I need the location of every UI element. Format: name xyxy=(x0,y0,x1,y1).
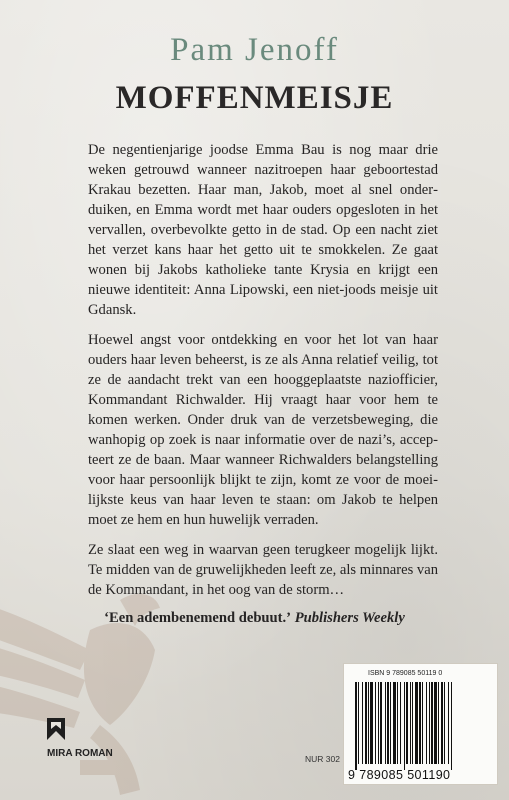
barcode-bar xyxy=(368,682,369,764)
barcode-bar xyxy=(441,682,443,764)
barcode-bar xyxy=(419,682,421,764)
book-title: MOFFENMEISJE xyxy=(115,80,394,116)
barcode-bar xyxy=(415,682,418,764)
barcode-bar xyxy=(444,682,445,764)
synopsis-paragraph-1: De negentienjarige joodse Emma Bau is nog maar drie weken getrouwd wanneer nazitroepen haar geboortestad Krakau bezetten. Haar man, Jakob, moet al snel onderduiken, en Emma wordt met haar ouders opgesloten in het vervallen, overbevolkte getto in de stad. Op een nacht ziet het verzet kans haar het getto uit te smokkelen. Ze gaat wonen bij Jakobs katholieke tante Krysia en krijgt een nieuwe identiteit: Anna Lipowski, een niet-joods meisje uit Gdansk. xyxy=(88,142,438,318)
barcode-icon xyxy=(354,682,487,770)
quote-source: Publishers Weekly xyxy=(294,610,405,626)
barcode-digits: 9 789085 501190 xyxy=(348,768,451,782)
synopsis-paragraph-2: Hoewel angst voor ontdekking en voor het lot van haar ouders haar leven beheerst, is ze als Anna relatief veilig, tot ze de aandacht trekt van een hooggeplaatste naziofficier, Kommandant Richwalder. Hij vraagt haar voor hem te komen werken. Onder druk van de verzetsbeweging, die wanhopig op zoek is naar informatie over de nazi’s, accepteert ze de baan. Maar wanneer Richwalders belangstelling voor haar persoonlijk blijkt te zijn, komt ze voor de moeilijkste keus van haar leven te staan: om Jakob te helpen moet ze hem en hun huwelijk verraden. xyxy=(88,332,438,528)
barcode-bar xyxy=(355,682,357,770)
barcode-bar xyxy=(422,682,423,764)
barcode-bar xyxy=(378,682,379,764)
barcode-bar xyxy=(390,682,391,764)
author-name: Pam Jenoff xyxy=(170,32,339,68)
barcode-bar xyxy=(426,682,427,764)
barcode-bar xyxy=(393,682,396,764)
barcode-bar xyxy=(370,682,373,764)
review-quote xyxy=(0,608,509,628)
barcode-sticker xyxy=(343,663,498,785)
barcode-bar xyxy=(358,682,359,764)
barcode-bar xyxy=(410,682,411,764)
mira-logo-icon xyxy=(47,718,65,740)
barcode-bar xyxy=(404,682,405,770)
barcode-bar xyxy=(434,682,437,764)
barcode-bar xyxy=(431,682,433,764)
barcode-bar xyxy=(362,682,363,764)
quote-text: ‘Een adembenemend debuut.’ xyxy=(104,610,292,626)
barcode-bar xyxy=(365,682,367,764)
barcode-bar xyxy=(448,682,449,764)
barcode-bar xyxy=(380,682,382,764)
isbn-label: ISBN 9 789085 50119 0 xyxy=(368,670,443,677)
barcode-bar xyxy=(400,682,401,764)
barcode-bar xyxy=(375,682,376,764)
publisher-name: MIRA ROMAN xyxy=(47,748,113,759)
barcode-bar xyxy=(438,682,439,764)
barcode-bar xyxy=(387,682,389,764)
barcode-bar xyxy=(451,682,452,770)
barcode-bar xyxy=(406,682,408,764)
nur-code: NUR 302 xyxy=(305,754,340,764)
barcode-bar xyxy=(412,682,413,764)
barcode-bar xyxy=(429,682,430,764)
barcode-bar xyxy=(385,682,386,764)
synopsis-paragraph-3: Ze slaat een weg in waarvan geen terugkeer mogelijk lijkt. Te midden van de gruwelijkheden leeft ze, als minnares van de Kommandant, in het oog van de storm… xyxy=(88,542,438,598)
barcode-bar xyxy=(397,682,398,764)
